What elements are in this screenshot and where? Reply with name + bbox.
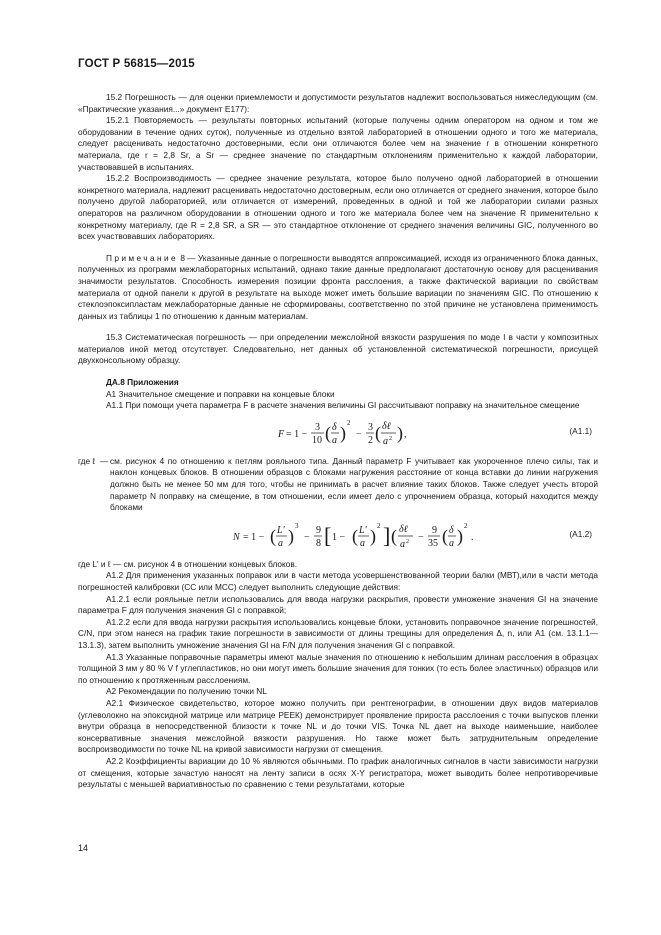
formula-a1-2-expression [78, 519, 598, 553]
f2-a2-sup: 2 [406, 538, 409, 545]
paragraph-a2-1: А2.1 Физическое свидетельство, которое можно получить при рентгенографии, в отношении двух видов материалов (углеволокно на эпоксидной матрице или матрице РЕЕК) демонстрирует проявление прироста расслоения с точки выпусков пленки внутри образца в непосредственной близости к точке NL и до точки VIS. Точка NL дает на выходе наименьшие, наиболее консервативные значения межслойной вязкости разрушения. Но также может быть затруднительным определение воспроизводимости по точке NL на кривой зависимости нагрузки от смещения. [78, 697, 598, 755]
f2-frac-9-num: 9 [432, 524, 437, 536]
paragraph-a2: А2 Рекомендации по получению точки NL [106, 686, 267, 697]
f1-lparen2: ( [375, 422, 381, 443]
f1-a2-sup: 2 [389, 435, 392, 442]
f1-eq: = 1 − [286, 428, 308, 440]
def-description-l: см. рисунок 4 по отношению к петлям рояльного типа. Данный параметр F учитывает как укороченное плечо силы, так и наклон концевых блоков. В отношении образцов с блоками нагружения расстояние от конца вставки до линии нагружения должно быть не менее 50 мм для того, чтобы не принимать в расчет влияние таких блоков. Также следует учесть второй параметр N поправку на смещение, в том отношении, если имеет дело с упрочнением образца, который находится между блоками [110, 455, 598, 513]
f1-a2: a [383, 435, 388, 447]
f2-rparen4: ) [457, 525, 463, 546]
paragraph-a1-3: А1.3 Указанные поправочные параметры имеют малые значения по отношению к небольшим длинам расслоения в образцах толщиной 3 мм у 80 % V f углепластиков, но они могут иметь большие значения для тонких (то есть более эластичных) образцов или по отношению к протяженным расслоениям. [78, 651, 598, 685]
f2-frac8-den: 8 [316, 537, 321, 549]
paragraph-a1: А1 Значительное смещение и поправки на концевые блоки [106, 388, 335, 399]
f1-rparen2: ) [397, 422, 403, 443]
f1-lparen: ( [325, 422, 331, 443]
formula-a1-1 [78, 416, 598, 450]
note-label: Примечание [106, 252, 179, 263]
f2-one: 1 − [332, 531, 346, 543]
f2-dot: . [471, 531, 474, 543]
paragraph-a1-1: А1.1 При помощи учета параметра F в расчете значения величины GI рассчитывают поправку на значительное смещение [106, 400, 580, 411]
paragraph-a1-2-1: А1.2.1 если рояльные петли использовались для ввода нагрузки раскрытия, провести умножение значения GI на значение параметра F для получения значения GI с поправкой; [78, 593, 598, 616]
f1-rparen: ) [340, 422, 346, 443]
paragraph-15-2-1: 15.2.1 Повторяемость — результаты повторных испытаний (которые получены одним оператором на одном и том же оборудовании в течение одних суток), полученные из отдельно взятой лабораторией в отношении одного и того же материала, следует расценивать недостаточно достоверными, если они отличаются более чем на значение r в отношении конкретного материала, где r = 2,8 Sr, а Sr — среднее значение по стандартным отклонениям применительно к каждой лаборатории, участвовавшей в испытаниях. [78, 115, 598, 172]
def-term-l: где ℓ [78, 455, 96, 466]
f2-square-2: 2 [464, 521, 468, 530]
note-8-text: 8 — Указанные данные о погрешности выводятся аппроксимацией, исходя из ограниченного блока данных, полученных из программ межлабораторных испытаний, однако такие данные предполагают достаточную основу для расценивания значимости результатов. Способность измерения позиции фронта расслоения, а также фактической вариации по свойствам материала от одной панели к другой в результате на выходе может иметь большие вариации по значениям GIC. По отношению к стеклоэпоксипластам межлабораторные данные не сформированы, соответственно по этой причине не установлена применимость данных из таблицы 1 по отношению к данным материалам. [78, 252, 599, 321]
definition-l-prime: где L' и ℓ — см. рисунок 4 в отношении концевых блоков. [78, 558, 298, 569]
f2-rbracket: ] [383, 522, 391, 548]
formula-a1-1-expression [78, 416, 598, 450]
paragraph-15-2: 15.2 Погрешность — для оценки приемлемости и допустимости результатов надлежит воспользоваться нижеследующим (см. «Практические указания...» документ Е177): [78, 92, 598, 114]
f1-frac1-num: 3 [315, 421, 320, 433]
document-code-header: ГОСТ Р 56815—2015 [78, 58, 195, 70]
f2-lparen3: ( [391, 525, 397, 546]
note-8 [78, 253, 598, 323]
paragraph-a2-2: А2.2 Коэффициенты вариации до 10 % являются обычными. По график аналогичных сигналов в части зависимости нагрузки от смещения, которые зачастую наносят на ленту записи в осях X-Y регистратора, может выводить более непротиворечивые результаты с меньшей вариативностью по сравнению с теми результатами, которые [78, 755, 598, 790]
f2-square: 2 [377, 521, 381, 530]
f2-lparen1: ( [270, 525, 276, 546]
f2-lbracket: [ [324, 522, 332, 548]
page-body [78, 92, 598, 791]
f2-rparen1: ) [288, 525, 294, 546]
paragraph-15-3: 15.3 Систематическая погрешность — при определении межслойной вязкости разрушения по моде I в части у композитных материалов иной метод отсутствует. Следовательно, нет данных об установленной систематической погрешности, присущей двухконсольному образцу. [78, 332, 598, 366]
f1-square: 2 [347, 418, 351, 427]
f2-frac-35-den: 35 [428, 537, 438, 549]
def-dash: — [99, 455, 109, 466]
f2-a: a [278, 537, 283, 549]
f2-delta: δ [449, 524, 454, 536]
section-heading-da8: ДА.8 Приложения [106, 377, 179, 388]
f2-eq: = 1 − [243, 531, 265, 543]
f2-cube: 3 [295, 521, 299, 530]
paragraph-a1-2: А1.2 Для применения указанных поправок или в части метода усовершенствованной теории балки (МВТ),или в части метода погрешностей калибровки (СС или МСС) следует выполнить следующие действия: [78, 570, 598, 592]
f1-a: a [332, 434, 337, 446]
f2-a-3: a [449, 537, 454, 549]
f1-dl: δℓ [382, 420, 391, 432]
paragraph-15-2-2: 15.2.2 Воспроизводимость — среднее значение результата, которое было получено одной лабораторией в отношении конкретного материала, надлежит расценивать недостаточно достоверным, если оно отличается от среднего значения, которое было получено другой лабораторией, или отличается от измерений, проведенных в одной и той же лаборатории силами разных операторов на различном оборудовании в отношении одного и того же материала более чем на значение R применительно к конкретному материалу, где R = 2,8 SR, а SR — это стандартное отклонение от среднего значения величины GIC, полученного во всех участвовавших лабораториях. [78, 173, 598, 242]
f2-L: L' [277, 524, 285, 536]
definition-l [78, 456, 598, 514]
f2-L2: L' [359, 524, 367, 536]
page-number: 14 [78, 843, 89, 853]
f1-minus: − [356, 428, 362, 440]
f1-frac2-num: 3 [368, 421, 373, 433]
f1-frac1-den: 10 [312, 434, 322, 446]
f1-frac2-den: 2 [368, 434, 373, 446]
paragraph-a1-2-2: А1.2.2 если для ввода нагрузки раскрытия использовались концевые блоки, установить поправочное значение погрешностей, C/N, при этом нанеся на график такие погрешности в зависимости от длины трещины для определения Δ, n, или A1 (см. 13.1.1—13.1.3), затем выполнить умножение значения GI на F/N для получения значения GI с поправкой. [78, 616, 598, 650]
f2-lparen2: ( [352, 525, 358, 546]
f2-minus1: − [304, 531, 310, 543]
f1-comma: , [404, 428, 407, 440]
f1-lhs: F [278, 428, 285, 440]
f2-minus2: − [418, 531, 424, 543]
f2-rparen2: ) [370, 525, 376, 546]
formula-a1-2-number: (А1.2) [569, 528, 592, 539]
f1-delta: δ [332, 421, 337, 433]
f2-dl: δℓ [399, 523, 408, 535]
f2-a2: a [400, 538, 405, 550]
f2-a-2: a [360, 537, 365, 549]
f2-lparen4: ( [442, 525, 448, 546]
formula-a1-2 [78, 519, 598, 553]
formula-a1-1-number: (А1.1) [569, 425, 592, 436]
f2-frac9-num: 9 [316, 524, 321, 536]
f2-lhs: N [233, 531, 240, 543]
